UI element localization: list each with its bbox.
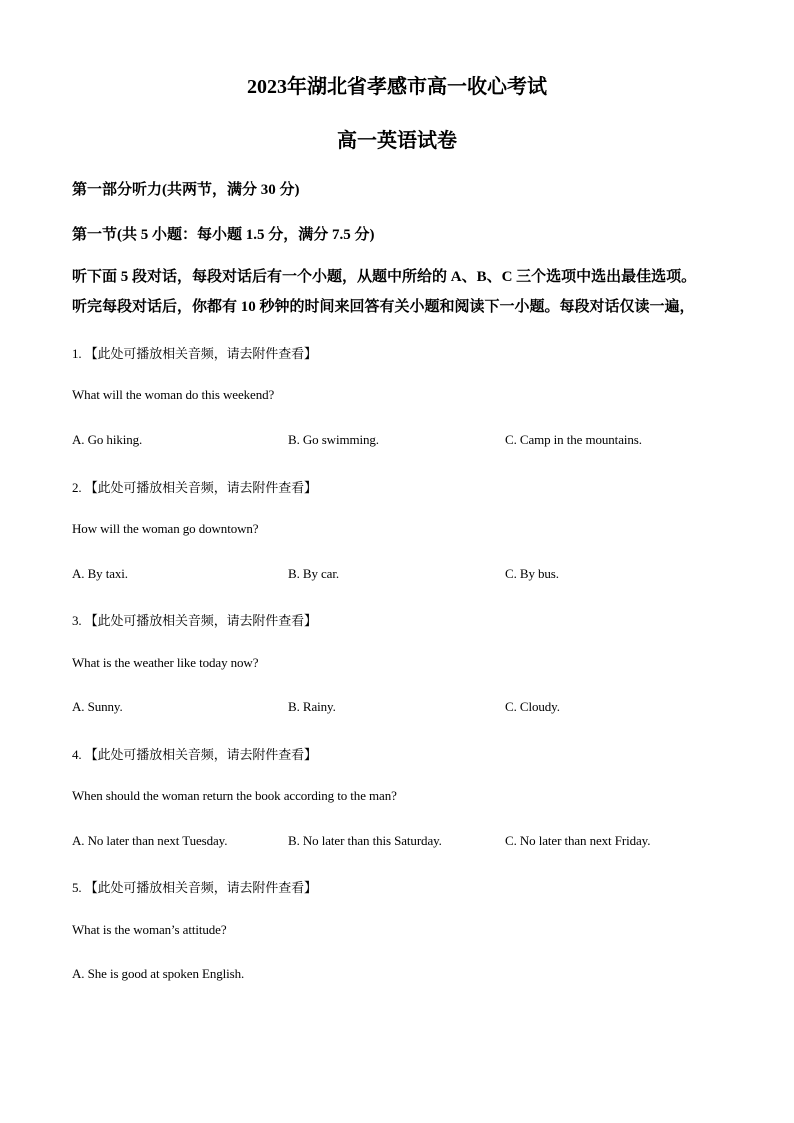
question-3-option-c: C. Cloudy. <box>505 699 560 714</box>
instructions-line-2: 听完每段对话后，你都有 10 秒钟的时间来回答有关小题和阅读下一小题。每段对话仅读一遍， <box>72 299 695 315</box>
instructions-line-1: 听下面 5 段对话，每段对话后有一个小题，从题中所给的 A、B、C 三个选项中选出最佳选项。 <box>72 269 697 285</box>
question-4-label: 4. 【此处可播放相关音频，请去附件查看】 <box>72 747 317 762</box>
instructions <box>72 262 732 322</box>
question-4-option-c: C. No later than next Friday. <box>505 833 651 848</box>
question-3-option-b: B. Rainy. <box>288 699 336 714</box>
question-2-text: How will the woman go downtown? <box>72 521 259 536</box>
question-2-option-c: C. By bus. <box>505 566 559 581</box>
question-1-option-b: B. Go swimming. <box>288 432 379 447</box>
question-5-option-a: A. She is good at spoken English. <box>72 966 245 981</box>
question-1-text: What will the woman do this weekend? <box>72 387 275 402</box>
exam-subtitle: 高一英语试卷 <box>337 130 457 152</box>
question-2-option-a: A. By taxi. <box>72 566 128 581</box>
question-1-option-c: C. Camp in the mountains. <box>505 432 642 447</box>
question-3-text: What is the weather like today now? <box>72 655 259 670</box>
question-1-label: 1. 【此处可播放相关音频，请去附件查看】 <box>72 346 317 361</box>
exam-title: 2023年湖北省孝感市高一收心考试 <box>247 76 547 98</box>
question-4-option-a: A. No later than next Tuesday. <box>72 833 228 848</box>
question-3-label: 3. 【此处可播放相关音频，请去附件查看】 <box>72 613 317 628</box>
question-4-option-b: B. No later than this Saturday. <box>288 833 442 848</box>
question-5-label: 5. 【此处可播放相关音频，请去附件查看】 <box>72 880 317 895</box>
part-heading: 第一部分听力(共两节，满分 30 分) <box>72 182 300 198</box>
question-3-option-a: A. Sunny. <box>72 699 123 714</box>
question-4-text: When should the woman return the book according to the man? <box>72 788 397 803</box>
question-2-label: 2. 【此处可播放相关音频，请去附件查看】 <box>72 480 317 495</box>
question-2-option-b: B. By car. <box>288 566 339 581</box>
question-5-text: What is the woman’s attitude? <box>72 922 227 937</box>
question-1-option-a: A. Go hiking. <box>72 432 143 447</box>
section-heading: 第一节(共 5 小题：每小题 1.5 分，满分 7.5 分) <box>72 227 375 243</box>
